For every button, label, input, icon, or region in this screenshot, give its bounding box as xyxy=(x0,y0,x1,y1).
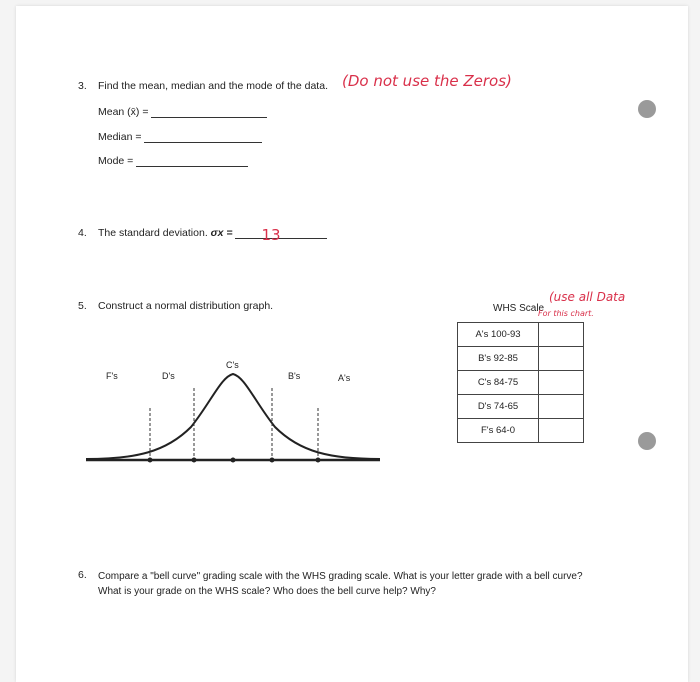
mean-answer-line[interactable] xyxy=(151,117,267,118)
q5-text: Construct a normal distribution graph. xyxy=(98,300,274,312)
q6-line1: Compare a "bell curve" grading scale with the WHS grading scale. What is your letter grade with a bell curve? xyxy=(98,571,583,582)
worksheet-page xyxy=(16,6,688,682)
whs-note-line1: (use all Data xyxy=(549,290,626,304)
normal-distribution-graph xyxy=(76,352,396,468)
std-dev-answer-line[interactable] xyxy=(235,226,327,244)
bell-curve xyxy=(86,374,380,459)
blank-cell[interactable] xyxy=(539,395,584,419)
blank-cell[interactable] xyxy=(539,347,584,371)
q3-text: Find the mean, median and the mode of the data. xyxy=(98,80,328,92)
q6-text xyxy=(98,569,668,599)
table-row xyxy=(458,395,584,419)
sigma-symbol: σx = xyxy=(210,227,233,239)
q3-handwritten-note: (Do not use the Zeros) xyxy=(342,72,512,90)
grade-cell-b: B's 92-85 xyxy=(458,347,539,371)
q6-number: 6. xyxy=(78,569,87,581)
mean-label: Mean (x̄) = xyxy=(98,106,149,118)
whs-scale-table xyxy=(457,322,584,443)
grade-cell-c: C's 84-75 xyxy=(458,371,539,395)
q4-number: 4. xyxy=(78,227,87,239)
blank-cell[interactable] xyxy=(539,323,584,347)
whs-scale-title: WHS Scale xyxy=(493,303,545,314)
table-row xyxy=(458,419,584,443)
tick-dot-3 xyxy=(231,458,236,463)
q5-number: 5. xyxy=(78,300,87,312)
mode-answer-line[interactable] xyxy=(136,166,248,167)
q6-line2: What is your grade on the WHS scale? Who does the bell curve help? Why? xyxy=(98,586,436,597)
table-row xyxy=(458,323,584,347)
graph-label-cs: C's xyxy=(226,360,239,370)
table-row xyxy=(458,371,584,395)
blank-cell[interactable] xyxy=(539,419,584,443)
graph-label-as: A's xyxy=(338,373,351,383)
tick-dot-2 xyxy=(192,458,197,463)
tick-dot-4 xyxy=(270,458,275,463)
std-dev-answer: 13 xyxy=(261,226,281,244)
blank-cell[interactable] xyxy=(539,371,584,395)
punch-hole-bottom xyxy=(638,432,656,450)
graph-label-bs: B's xyxy=(288,371,301,381)
mode-label: Mode = xyxy=(98,155,134,167)
mean-row xyxy=(98,106,267,118)
graph-label-ds: D's xyxy=(162,371,175,381)
median-answer-line[interactable] xyxy=(144,142,262,143)
punch-hole-top xyxy=(638,100,656,118)
whs-note-line2: For this chart. xyxy=(538,309,594,318)
q4-text: The standard deviation. xyxy=(98,227,208,239)
median-label: Median = xyxy=(98,131,142,143)
mode-row xyxy=(98,155,248,167)
tick-dot-5 xyxy=(316,458,321,463)
graph-label-fs: F's xyxy=(106,371,118,381)
grade-cell-a: A's 100-93 xyxy=(458,323,539,347)
grade-cell-d: D's 74-65 xyxy=(458,395,539,419)
q4-row xyxy=(98,226,327,244)
median-row xyxy=(98,131,262,143)
table-row xyxy=(458,347,584,371)
tick-dot-1 xyxy=(148,458,153,463)
q3-number: 3. xyxy=(78,80,87,92)
grade-cell-f: F's 64-0 xyxy=(458,419,539,443)
